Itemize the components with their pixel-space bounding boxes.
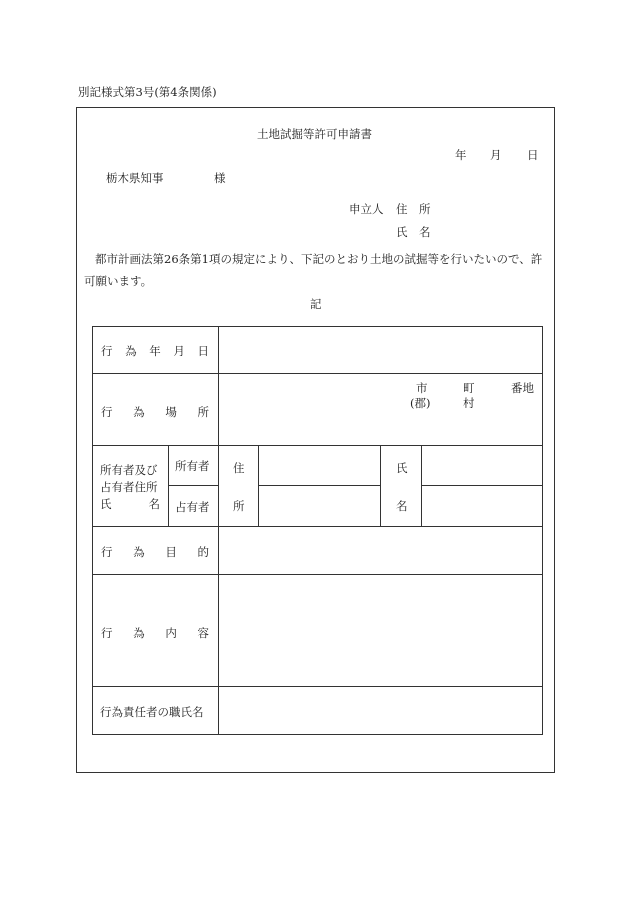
table-row-divider <box>92 574 543 575</box>
label-name-top: 氏 <box>396 461 408 475</box>
table-col-divider <box>421 445 422 526</box>
table-row-divider <box>92 373 543 374</box>
label-occupant: 占有者 <box>175 500 210 514</box>
place-unit-machi: 町 <box>463 381 475 395</box>
label-address-top: 住 <box>233 461 245 475</box>
label-owner-1: 所有者及び <box>100 463 158 477</box>
label-owner: 所有者 <box>175 459 210 473</box>
date-month: 月 <box>490 148 502 162</box>
place-unit-shi: 市 <box>416 381 428 395</box>
applicant-label: 申立人 <box>349 202 384 216</box>
date-day: 日 <box>527 148 539 162</box>
date-year: 年 <box>455 148 467 162</box>
form-title: 土地試掘等許可申請書 <box>257 127 372 141</box>
permit-table <box>92 326 543 735</box>
body-text-line1: 都市計画法第26条第1項の規定により、下記のとおり土地の試掘等を行いたいので、許 <box>95 252 543 266</box>
table-row-divider <box>258 485 380 486</box>
table-row-divider <box>92 445 543 446</box>
table-row-divider <box>92 526 543 527</box>
addressee-name: 栃木県知事 <box>106 171 164 185</box>
table-row-divider <box>168 485 218 486</box>
label-act-place: 行 為 場 所 <box>101 405 209 419</box>
place-unit-gun: (郡) <box>410 396 431 410</box>
applicant-address: 住 所 <box>396 202 431 216</box>
table-col-divider <box>218 326 219 735</box>
addressee-honorific: 様 <box>214 171 226 185</box>
table-row-divider <box>421 485 543 486</box>
label-act-purpose: 行 為 目 的 <box>101 545 209 559</box>
table-row-divider <box>92 686 543 687</box>
applicant-name: 氏 名 <box>396 225 431 239</box>
table-col-divider <box>380 445 381 526</box>
form-reference: 別記様式第3号(第4条関係) <box>78 85 217 99</box>
body-text-line2: 可願います。 <box>84 274 153 288</box>
label-act-content: 行 為 内 容 <box>101 626 209 640</box>
ki-heading: 記 <box>310 297 322 311</box>
label-owner-3: 氏 名 <box>100 497 160 511</box>
place-unit-banchi: 番地 <box>511 381 534 395</box>
label-responsible-person: 行為責任者の職氏名 <box>100 705 204 719</box>
place-unit-mura: 村 <box>463 396 475 410</box>
table-col-divider <box>168 445 169 526</box>
table-col-divider <box>258 445 259 526</box>
label-name-bottom: 名 <box>396 499 408 513</box>
label-owner-2: 占有者住所 <box>100 480 158 494</box>
label-act-date: 行 為 年 月 日 <box>101 344 209 358</box>
label-address-bottom: 所 <box>233 499 245 513</box>
